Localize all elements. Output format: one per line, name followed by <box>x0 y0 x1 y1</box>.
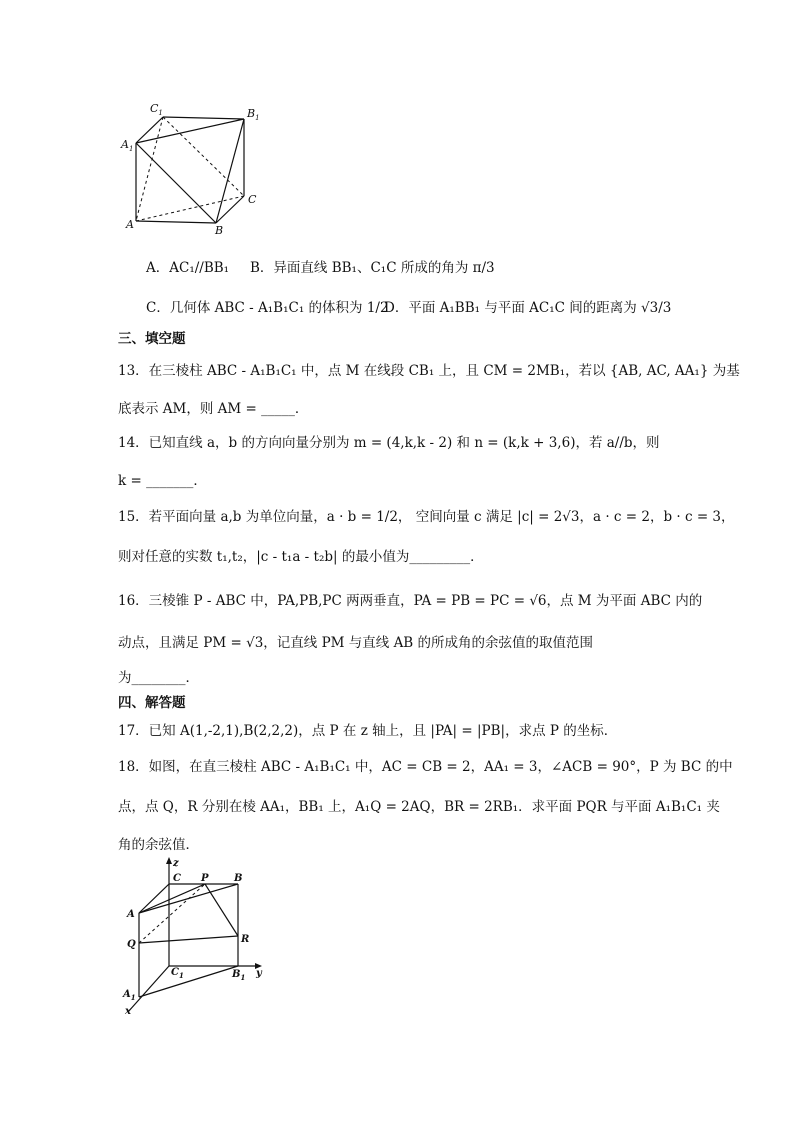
edge-A1-B <box>136 143 216 223</box>
q18-line1: 18．如图，在直三棱柱 ABC - A₁B₁C₁ 中，AC = CB = 2，AA₁ = 3，∠ACB = 90°，P 为 BC 的中 <box>118 759 733 775</box>
option-b: B．异面直线 BB₁、C₁C 所成的角为 π/3 <box>250 260 495 276</box>
label-Q: Q <box>127 939 136 950</box>
label-x: x <box>125 1006 131 1015</box>
edge-B1-B <box>216 119 244 223</box>
label-z: z <box>173 858 179 869</box>
q13-line1: 13．在三棱柱 ABC - A₁B₁C₁ 中，点 M 在线段 CB₁ 上，且 CM = 2MB₁，若以 {AB, AC, AA₁} 为基 <box>118 363 740 379</box>
edge-C1-C <box>163 117 244 196</box>
section-solve: 四、解答题 <box>118 695 186 711</box>
q13-line2: 底表示 AM，则 AM = _____． <box>118 401 309 417</box>
label-R: R <box>241 934 250 945</box>
edge-A1-B1 <box>136 119 244 143</box>
label-A1: $A_1$ <box>123 989 136 1002</box>
label-B1: $B_1$ <box>247 107 260 122</box>
option-c: C．几何体 ABC - A₁B₁C₁ 的体积为 1/2 <box>146 300 389 316</box>
edge-A-P <box>139 884 205 913</box>
label-B: B <box>234 873 243 884</box>
label-B1: $B_1$ <box>232 969 246 982</box>
label-C: C <box>173 873 181 884</box>
label-B: B <box>215 224 224 237</box>
edge-Q-P <box>139 884 205 943</box>
edge-A1-B1 <box>139 966 238 997</box>
label-y: y <box>256 968 262 979</box>
edge-A-B <box>136 221 216 223</box>
edge-Q-R <box>139 936 238 943</box>
label-C1: $C_1$ <box>150 102 163 117</box>
q15-line2: 则对任意的实数 t₁,t₂，|c - t₁a - t₂b| 的最小值为_________． <box>118 549 484 565</box>
prism-figure <box>115 98 265 238</box>
label-C1: $C_1$ <box>171 967 184 980</box>
option-a: A．AC₁//BB₁ <box>146 260 230 276</box>
q16-line2: 动点，且满足 PM = √3，记直线 PM 与直线 AB 的所成角的余弦值的取值范围 <box>118 635 594 651</box>
q18-line3: 角的余弦值． <box>118 837 199 853</box>
edge-A-C <box>136 196 244 221</box>
label-A1: $A_1$ <box>121 138 134 153</box>
z-axis-arrow <box>166 857 172 864</box>
label-P: P <box>201 873 209 884</box>
edge-C1-A <box>136 117 163 221</box>
q14-line1: 14．已知直线 a，b 的方向向量分别为 m = (4,k,k - 2) 和 n = (k,k + 3,6)，若 a//b，则 <box>118 435 660 451</box>
q18-line2: 点，点 Q，R 分别在棱 AA₁，BB₁ 上，A₁Q = 2AQ，BR = 2RB₁．求平面 PQR 与平面 A₁B₁C₁ 夹 <box>118 799 720 815</box>
option-d: D．平面 A₁BB₁ 与平面 AC₁C 间的距离为 √3/3 <box>384 300 672 316</box>
q14-line2: k = _______． <box>118 473 207 489</box>
edge-A1-C1 <box>136 117 163 143</box>
section-fill-in: 三、填空题 <box>118 331 186 347</box>
label-A: A <box>127 909 135 920</box>
q17-text: 17．已知 A(1,-2,1),B(2,2,2)，点 P 在 z 轴上，且 |PA| = |PB|，求点 P 的坐标． <box>118 723 618 739</box>
edge-C1-B1 <box>163 117 244 119</box>
label-C: C <box>248 193 257 206</box>
q16-line1: 16．三棱锥 P - ABC 中，PA,PB,PC 两两垂直，PA = PB = PC = √6，点 M 为平面 ABC 内的 <box>118 593 703 609</box>
q16-line3: 为________． <box>118 670 199 686</box>
q15-line1: 15．若平面向量 a,b 为单位向量，a · b = 1/2， 空间向量 c 满足 |c| = 2√3，a · c = 2，b · c = 3， <box>118 509 735 525</box>
label-A: A <box>126 218 134 231</box>
coordinate-prism-figure <box>115 855 275 1015</box>
edge-P-R <box>205 884 238 936</box>
